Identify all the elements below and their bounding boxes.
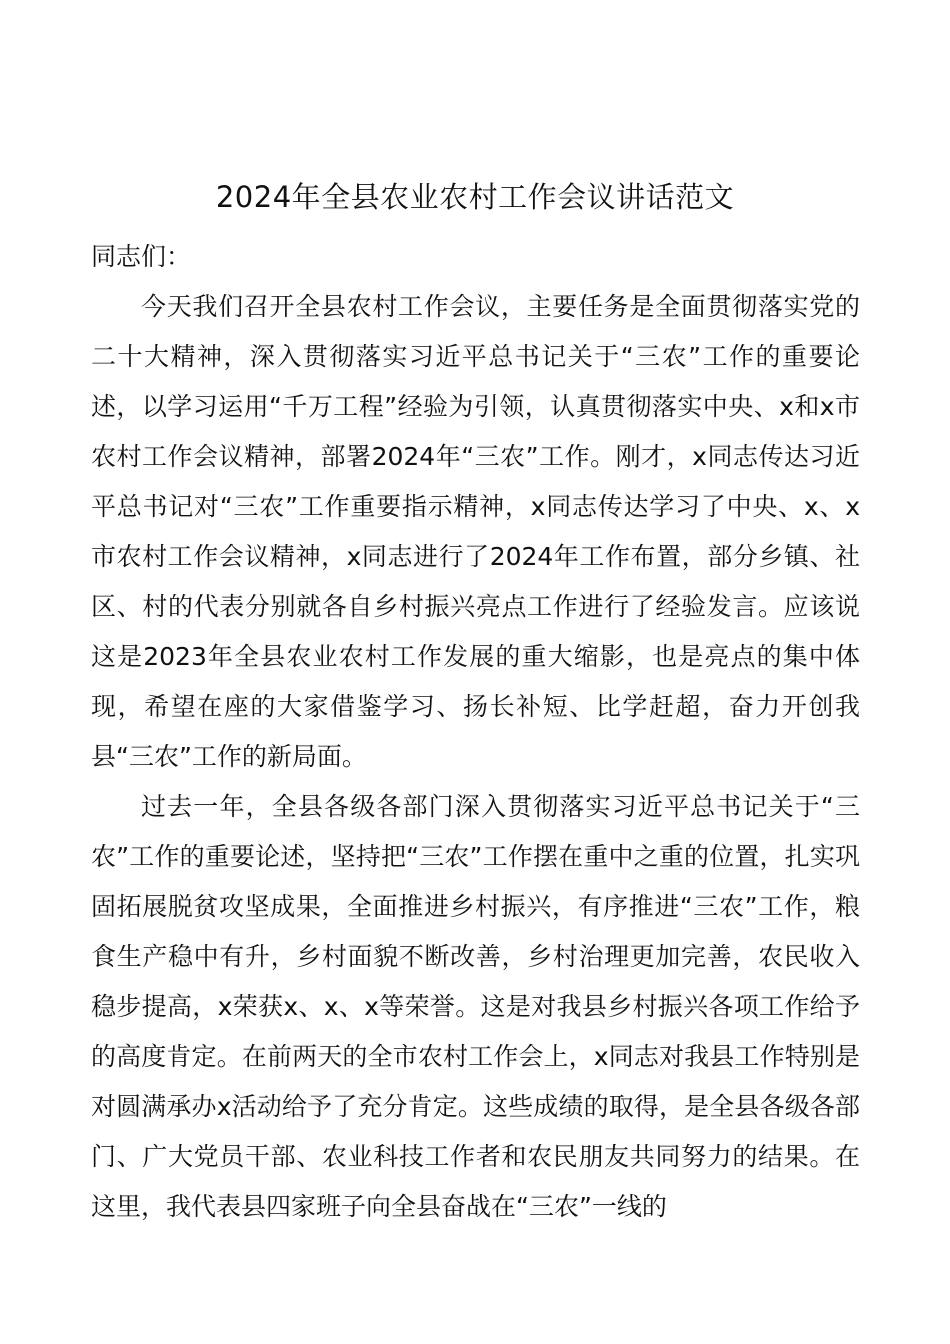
document-body — [91, 232, 860, 1232]
paragraph-1: 今天我们召开全县农村工作会议，主要任务是全面贯彻落实党的二十大精神，深入贯彻落实习近平总书记关于“三农”工作的重要论述，以学习运用“千万工程”经验为引领，认真贯彻落实中央、x和x市农村工作会议精神，部署2024年“三农”工作。刚才，x同志传达习近平总书记对“三农”工作重要指示精神，x同志传达学习了中央、x、x市农村工作会议精神，x同志进行了2024年工作布置，部分乡镇、社区、村的代表分别就各自乡村振兴亮点工作进行了经验发言。应该说这是2023年全县农业农村工作发展的重大缩影，也是亮点的集中体现，希望在座的大家借鉴学习、扬长补短、比学赶超，奋力开创我县“三农”工作的新局面。 — [91, 292, 860, 771]
salutation: 同志们： — [91, 242, 192, 271]
paragraph-2: 过去一年，全县各级各部门深入贯彻落实习近平总书记关于“三农”工作的重要论述，坚持把“三农”工作摆在重中之重的位置，扎实巩固拓展脱贫攻坚成果，全面推进乡村振兴，有序推进“三农”工作，粮食生产稳中有升，乡村面貌不断改善，乡村治理更加完善，农民收入稳步提高，x荣获x、x、x等荣誉。这是对我县乡村振兴各项工作给予的高度肯定。在前两天的全市农村工作会上，x同志对我县工作特别是对圆满承办x活动给予了充分肯定。这些成绩的取得，是全县各级各部门、广大党员干部、农业科技工作者和农民朋友共同努力的结果。在这里，我代表县四家班子向全县奋战在“三农”一线的 — [91, 792, 860, 1221]
document-title: 2024年全县农业农村工作会议讲话范文 — [215, 180, 735, 214]
